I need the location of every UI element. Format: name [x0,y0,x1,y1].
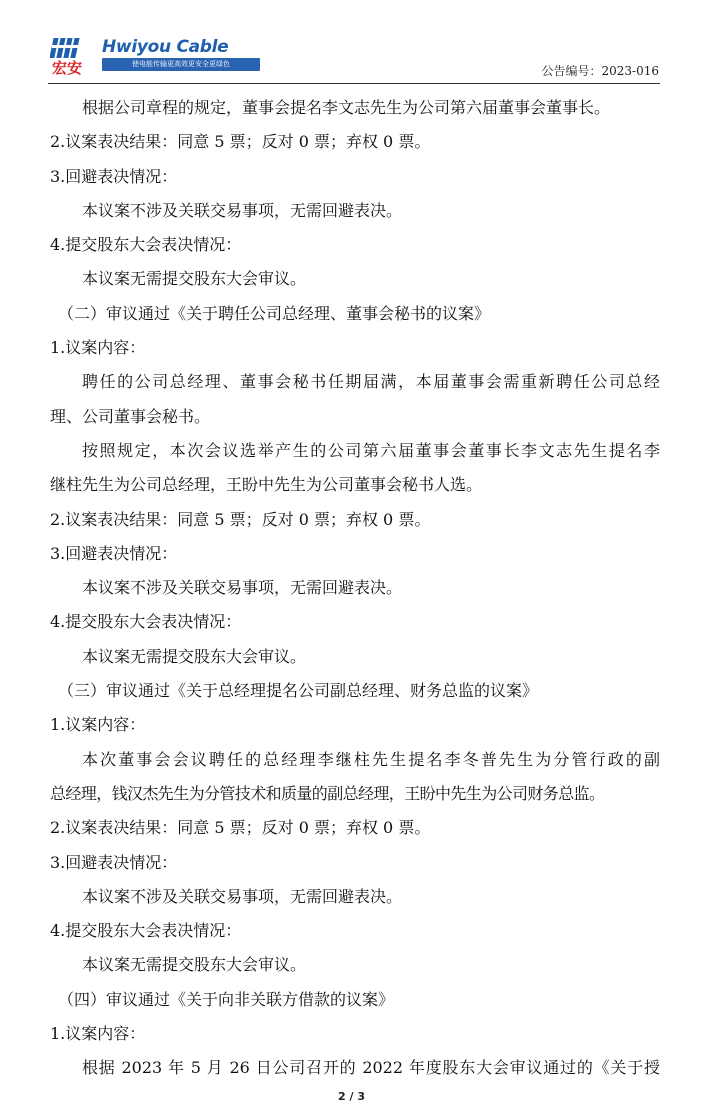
logo-badge-icon [50,36,92,76]
paragraph-line: 继柱先生为公司总经理，王盼中先生为公司董事会秘书人选。 [50,475,483,495]
paragraph-line: 1.议案内容： [50,1024,146,1044]
paragraph-line: 本议案无需提交股东大会审议。 [82,646,307,666]
paragraph-line: 理、公司董事会秘书。 [50,406,211,426]
company-logo [50,36,230,76]
header-divider [48,83,660,84]
paragraph-line: 本议案无需提交股东大会审议。 [82,269,307,289]
paragraph-line: 4.提交股东大会表决情况： [50,921,242,941]
paragraph-line: 1.议案内容： [50,338,146,358]
paragraph-line: 2.议案表决结果：同意 5 票；反对 0 票；弃权 0 票。 [50,132,431,152]
logo-brand-text: Hwiyou Cable [102,37,229,57]
paragraph-line: 本议案不涉及关联交易事项，无需回避表决。 [82,886,403,906]
paragraph-line: 2.议案表决结果：同意 5 票；反对 0 票；弃权 0 票。 [50,818,431,838]
document-body [50,91,660,1086]
logo-badge-text: 宏安 [52,59,83,76]
paragraph-line: 本次董事会会议聘任的总经理李继柱先生提名李冬普先生为分管行政的副 [82,749,660,769]
paragraph-line: 4.提交股东大会表决情况： [50,235,242,255]
paragraph-line: 2.议案表决结果：同意 5 票；反对 0 票；弃权 0 票。 [50,509,431,529]
paragraph-line: 按照规定，本次会议选举产生的公司第六届董事会董事长李文志先生提名李 [82,440,660,460]
logo-slogan: 使电能传输更高效更安全更绿色 [102,58,260,71]
paragraph-line: 3.回避表决情况： [50,852,178,872]
paragraph-line: 1.议案内容： [50,715,146,735]
announcement-number: 公告编号：2023-016 [541,64,659,78]
paragraph-line: 根据 2023 年 5 月 26 日公司召开的 2022 年度股东大会审议通过的《关于授 [82,1058,660,1078]
paragraph-line: 根据公司章程的规定，董事会提名李文志先生为公司第六届董事会董事长。 [82,98,611,117]
paragraph-line: 3.回避表决情况： [50,543,178,563]
paragraph-line: 本议案无需提交股东大会审议。 [82,955,307,975]
paragraph-line: 本议案不涉及关联交易事项，无需回避表决。 [82,578,403,598]
paragraph-line: 总经理，钱汉杰先生为分管技术和质量的副总经理，王盼中先生为公司财务总监。 [50,783,605,803]
page-header [0,0,703,86]
section-heading: （三）审议通过《关于总经理提名公司副总经理、财务总监的议案》 [58,681,539,701]
page-number: 2 / 3 [338,1090,365,1103]
paragraph-line: 4.提交股东大会表决情况： [50,612,242,632]
paragraph-line: 聘任的公司总经理、董事会秘书任期届满，本届董事会需重新聘任公司总经 [82,372,660,392]
section-heading: （四）审议通过《关于向非关联方借款的议案》 [58,989,395,1009]
paragraph-line: 3.回避表决情况： [50,166,178,186]
paragraph-line: 本议案不涉及关联交易事项，无需回避表决。 [82,200,403,220]
section-heading: （二）审议通过《关于聘任公司总经理、董事会秘书的议案》 [58,303,491,323]
